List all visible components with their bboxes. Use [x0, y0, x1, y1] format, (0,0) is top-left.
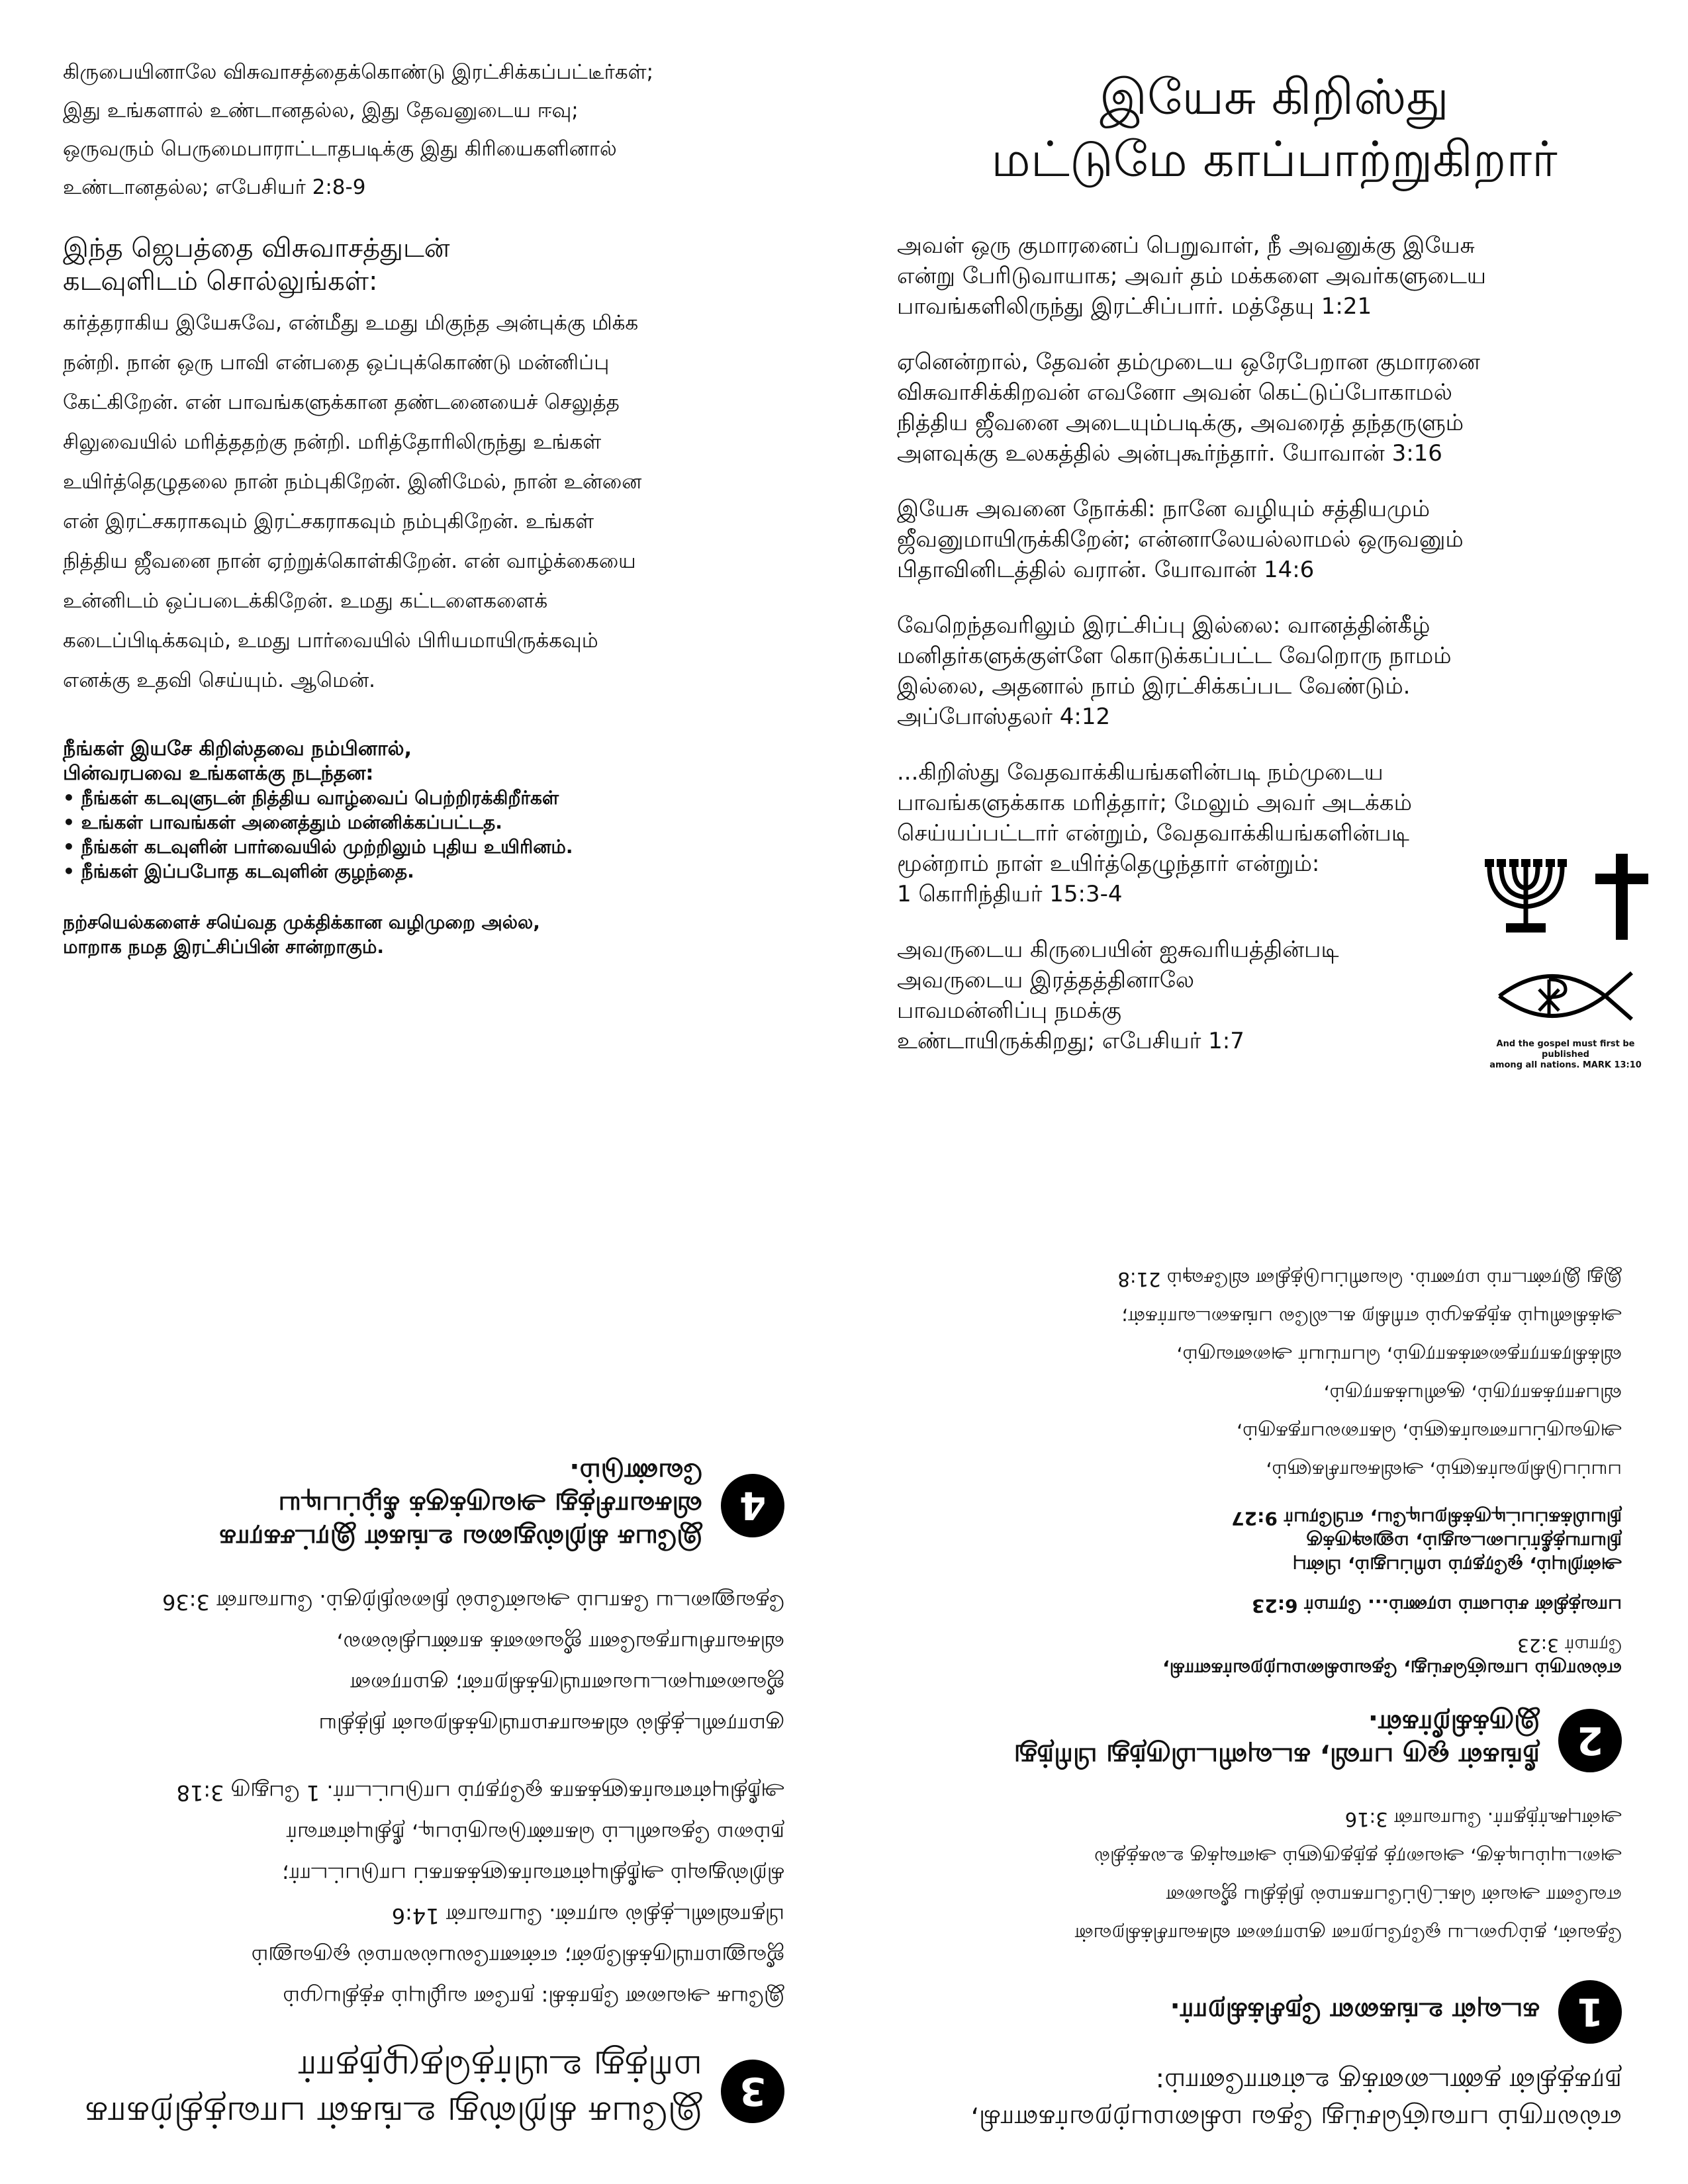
- prayer-line: நித்திய ஜீவனை நான் ஏற்றுக்கொள்கிறேன். என் வாழ்க்கையை: [63, 549, 636, 573]
- panel-rotated-content: [844, 1092, 1688, 2184]
- verse-line: அவள் ஒரு குமாரனைப் பெறுவாள், நீ அவனுக்கு இயேசு: [897, 232, 1475, 259]
- prayer-text: [63, 303, 804, 700]
- verse-line: மூன்றாம் நாள் உயிர்த்தெழுந்தார் என்றும்:: [897, 850, 1320, 877]
- prayer-line: எனக்கு உதவி செய்யும். ஆமென்.: [63, 668, 376, 692]
- verse-line: என்று பேரிடுவாயாக; அவர் தம் மக்களை அவர்களுடைய: [897, 263, 1487, 289]
- step-3-body: [53, 1772, 784, 2019]
- step-number-badge: 4: [721, 1474, 784, 1537]
- step-4-heading: [53, 1456, 784, 1555]
- verse-line: விசுவாசிக்கிறவன் எவனோ அவன் கெட்டுப்போகாமல்: [897, 379, 1452, 406]
- prayer-intro-line: கடவுளிடம் சொல்லுங்கள்:: [63, 266, 378, 296]
- verse-line: பாவங்களுக்காக மரித்தார்; மேலும் அவர் அடக்கம்: [897, 790, 1413, 816]
- believe-heading: [63, 737, 804, 786]
- body-line: அக்கினியும் கந்தகமும் எரிகிற கடலிலே பங்கடைவார்கள்;: [1121, 1306, 1622, 1329]
- body-line: நியமிக்கப்பட்டிருக்கிறபடியே, எபிரேயர் 9:27: [1231, 1508, 1622, 1529]
- step-number-badge: 2: [1558, 1709, 1622, 1772]
- step-title: [219, 1456, 702, 1555]
- list-item: • நீங்கள் கடவுளுடன் நித்திய வாழ்வைப் பெற்றிரக்கிறீர்கள்: [63, 786, 804, 810]
- ichthys-fish-icon: [1493, 963, 1638, 1029]
- verse-block: [897, 494, 1652, 585]
- tagline-line: among all nations. MARK 13:10: [1489, 1060, 1642, 1070]
- prayer-line: கேட்கிறேன். என் பாவங்களுக்கான தண்டனையைச் செலுத்த: [63, 390, 620, 414]
- verse-line: அவருடைய கிருபையின் ஐசுவரியத்தின்படி: [897, 936, 1339, 963]
- panel-rotated-content: [0, 1092, 844, 2184]
- verse-line: நித்திய ஜீவனை அடையும்படிக்கு, அவரைத் தந்தருளும்: [897, 410, 1464, 436]
- body-line: அன்றியும், ஒரேதரம் மரிப்பதும், பின்பு: [1292, 1555, 1622, 1577]
- verse-line: பாவங்களிலிருந்து இரட்சிப்பார். மத்தேயு 1:21: [897, 293, 1372, 320]
- body-line: தேவன், தம்முடைய ஒரேபேறான குமாரனை விசுவாசிக்கிறவன்: [1074, 1923, 1622, 1946]
- believe-heading-line: பின்வரபவை உங்களக்கு நடந்தன:: [63, 762, 374, 785]
- step-number-badge: 3: [721, 2060, 784, 2123]
- step-title-line: விசுவாசித்து அவருக்குக் கீழ்ப்படிய: [278, 1490, 702, 1521]
- verse-line: இயேசு அவனை நோக்கி: நானே வழியும் சத்தியமும்: [897, 496, 1430, 522]
- verse-line: அவருடைய இரத்தத்தினாலே: [897, 967, 1195, 993]
- menorah-icon: [1479, 854, 1572, 940]
- panel-cover: [844, 0, 1688, 1092]
- body-line: எவனோ அவன் கெட்டுப்போகாமல் நித்திய ஜீவனை: [1166, 1885, 1622, 1907]
- verse-line: ஜீவனுமாயிருக்கிறேன்; என்னாலேயல்லாமல் ஒருவனும்: [897, 526, 1464, 553]
- title-line: மட்டுமே காப்பாற்றுகிறார்: [991, 131, 1558, 188]
- intro-line: எல்லாரும் பாவஞ்செய்து தேவ மகிமையற்றவர்களாகி,: [970, 2104, 1622, 2134]
- body-line: நம்மை தேவனிடம் கொண்டுவரும்படி, நீதியுள்ளவர்: [286, 1821, 784, 1846]
- verse-line: ஒருவரும் பெருமைபாராட்டாதபடிக்கு இது கிரியைகளினால்: [63, 137, 617, 161]
- verse-line: இது உங்களால் உண்டானதல்ல, இது தேவனுடைய ஈவு;: [63, 99, 579, 122]
- verse-line: கிருபையினாலே விசுவாசத்தைக்கொண்டு இரட்சிக்கப்பட்டீர்கள்;: [63, 60, 654, 84]
- step-title: [85, 2045, 702, 2138]
- verse-line: 1 கொரிந்தியர் 15:3-4: [897, 881, 1123, 907]
- verse-line: உண்டானதல்ல; எபேசியர் 2:8-9: [63, 175, 366, 199]
- body-line: அருவருப்பானவர்களும், கொலைபாதகரும்,: [1236, 1422, 1622, 1444]
- step-title-line: இயேசு கிறிஸ்துவை உங்கள் இரட்சகராக: [219, 1524, 702, 1554]
- hebrews-9-27: [884, 1506, 1622, 1578]
- body-line: பிதாவினிடத்தில் வரான். யோவான் 14:6: [391, 1903, 784, 1929]
- list-item: • நீங்கள் கடவுளின் பார்வையில் முற்றிலும் புதிய உயிரினம்.: [63, 835, 804, 859]
- intro-line: நரகத்தின் தண்டனைக்கு உள்ளானோம்:: [1155, 2067, 1622, 2097]
- verse-line: ...கிறிஸ்து வேதவாக்கியங்களின்படி நம்முடைய: [897, 759, 1383, 786]
- believe-heading-line: நீங்கள் இயசே கிறிஸ்தவை நம்பினால்,: [63, 737, 412, 760]
- mark-13-10-tagline: [1479, 1039, 1652, 1071]
- prayer-line: கர்த்தராகிய இயேசுவே, என்மீது உமது மிகுந்த அன்புக்கு மிக்க: [63, 311, 639, 335]
- tagline-line: And the gospel must first be published: [1496, 1039, 1635, 1060]
- verse-block: [897, 610, 1652, 732]
- step-title-line: இயேசு கிறிஸ்து உங்கள் பாவத்திற்காக: [85, 2094, 702, 2136]
- panel-steps-1-2: [844, 1092, 1688, 2184]
- step-title-line: மரித்து உயிர்த்தெழுந்தார்: [298, 2048, 702, 2089]
- step-1-heading: [884, 1980, 1622, 2044]
- body-line: ஜீவனுமாயிருக்கிறேன்; என்னாலேயல்லாமல் ஒருவனும்: [251, 1944, 784, 1970]
- body-line: கிறிஸ்துவும் அநீதியுள்ளவர்களுக்காகப் பாடுபட்டார்;: [281, 1862, 784, 1888]
- step-3-heading: [53, 2045, 784, 2138]
- prayer-intro-line: இந்த ஜெபத்தை விசுவாசத்துடன்: [63, 233, 450, 263]
- prayer-intro: [63, 232, 804, 298]
- works-note-line: மாறாக நமத இரட்சிப்பின் சான்றாகும்.: [63, 936, 385, 958]
- step-title-line: வேண்டும்.: [569, 1457, 702, 1488]
- prayer-line: சிலுவையில் மரித்ததற்கு நன்றி. மரித்தோரிலிருந்து உங்கள்: [63, 430, 602, 454]
- page-title: [897, 66, 1652, 191]
- verse-line: அளவுக்கு உலகத்தில் அன்புகூர்ந்தார். யோவான் 3:16: [897, 440, 1442, 467]
- revelation-21-8: [884, 1260, 1622, 1490]
- body-line: இயேசு அவனை நோக்கி: நானே வழியும் சத்தியமும்: [283, 1985, 784, 2011]
- body-line: நியாயத்தீர்ப்படைவதும், மனுஷருக்கு: [1306, 1531, 1622, 1553]
- body-line: விக்கிரகாராதனைக்காரரும், பொய்யர் அனைவரும்,: [1176, 1345, 1622, 1367]
- step-title-line: இருக்கிறீர்கள்.: [1368, 1709, 1540, 1739]
- body-line: அன்புகூர்ந்தார். யோவான் 3:16: [1344, 1808, 1622, 1831]
- step-title: கடவுள் உங்களை நேசிக்கிறார்.: [1170, 1997, 1540, 2027]
- verse-line: இல்லை, அதனால் நாம் இரட்சிக்கப்பட வேண்டும்.: [897, 673, 1411, 700]
- verse-line: பாவமன்னிப்பு நமக்கு: [897, 997, 1121, 1024]
- body-line: குமாரனிடத்தில் விசுவாசமாயிருக்கிறவன் நித்திய: [318, 1713, 784, 1738]
- step-2-heading: [884, 1707, 1622, 1774]
- title-line: இயேசு கிறிஸ்து: [1100, 69, 1449, 126]
- body-line: தேவனுடைய கோபம் அவன்மேல் நிலைநிற்கும். யோவான் 3:36: [162, 1590, 784, 1615]
- verse-block: [897, 230, 1652, 322]
- ephesians-verse: [63, 53, 804, 206]
- romans-3-23: [884, 1633, 1622, 1681]
- verse-block: [897, 934, 1413, 1056]
- verse-line: செய்யப்பட்டார் என்றும், வேதவாக்கியங்களின்படி: [897, 820, 1409, 846]
- step-title-line: நீங்கள் ஒரு பாவி, கடவுளிடமிருந்து பிரிந்து: [1013, 1742, 1540, 1772]
- body-line: அநீதியுள்ளவர்களுக்காக ஒரேதரம் பாடுபட்டார். 1 பேதுரு 3:18: [176, 1780, 784, 1805]
- believe-list: [63, 786, 804, 884]
- prayer-line: உன்னிடம் ஒப்படைக்கிறேன். உமது கட்டளைகளைக்: [63, 589, 548, 613]
- prayer-line: நன்றி. நான் ஒரு பாவி என்பதை ஒப்புக்கொண்டு மன்னிப்பு: [63, 351, 610, 375]
- verse-line: பிதாவினிடத்தில் வரான். யோவான் 14:6: [897, 557, 1315, 583]
- prayer-line: உயிர்த்தெழுதலை நான் நம்புகிறேன். இனிமேல், நான் உன்னை: [63, 470, 642, 494]
- verse-block: [897, 347, 1652, 469]
- verse-line: ஏனென்றால், தேவன் தம்முடைய ஒரேபேறான குமாரனை: [897, 349, 1480, 375]
- cross-icon: [1592, 854, 1652, 940]
- prayer-line: கடைப்பிடிக்கவும், உமது பார்வையில் பிரியமாயிருக்கவும்: [63, 629, 598, 653]
- step-number-badge: 1: [1558, 1980, 1622, 2044]
- verse-line: அப்போஸ்தலர் 4:12: [897, 704, 1111, 730]
- body-line: ஜீவனையுடையவனாயிருக்கிறான்; குமாரனை: [350, 1672, 784, 1697]
- verse-line: உண்டாயிருக்கிறது; எபேசியர் 1:7: [897, 1028, 1244, 1054]
- body-line: விபசாரக்காரரும், சூனியக்காரரும்,: [1323, 1383, 1622, 1406]
- prayer-line: என் இரட்சகராகவும் இரட்சகராகவும் நம்புகிறேன். உங்கள்: [63, 510, 594, 533]
- body-line: இது இரண்டாம் மரணம். வெளிப்படுத்தின விசேஷம் 21:8: [1117, 1268, 1622, 1291]
- step-title: [1014, 1707, 1540, 1774]
- panel-prayer: [0, 0, 844, 1092]
- works-note-line: நற்சயெல்களைச் சயெ்வத முக்திக்கான வழிமுறை அல்ல,: [63, 911, 540, 933]
- verse-line: வேறெந்தவரிலும் இரட்சிப்பு இல்லை: வானத்தின்கீழ்: [897, 612, 1430, 639]
- panel-steps-3-4: [0, 1092, 844, 2184]
- intro-text: [884, 2064, 1622, 2138]
- step-4-body: [53, 1582, 784, 1746]
- step-1-body: [884, 1800, 1622, 1954]
- body-line: பயப்படுகிறவர்களும், அவிசுவாசிகளும்,: [1266, 1460, 1622, 1482]
- verse-line: மனிதர்களுக்குள்ளே கொடுக்கப்பட்ட வேறொரு நாமம்: [897, 643, 1452, 669]
- body-line: அடையும்படிக்கு, அவரைத் தந்தருளும் அளவுக்கு உலகத்தில்: [1094, 1846, 1622, 1869]
- romans-6-23: பாவத்தின் சம்பளம் மரணம்... ரோமர் 6:23: [1251, 1595, 1622, 1617]
- verse-block: [897, 757, 1413, 909]
- works-note: [63, 910, 804, 959]
- body-line: ரோமர் 3:23: [1517, 1635, 1622, 1657]
- body-line: விசுவாசியாதவனோ ஜீவனைக் காண்பதில்லை,: [336, 1631, 784, 1656]
- list-item: • நீங்கள் இப்பபோத கடவுளின் குழந்தை.: [63, 859, 804, 884]
- body-line: எல்லாரும் பாவஞ்செய்து, தேவமகிமையற்றவர்களாகி,: [1162, 1659, 1622, 1680]
- list-item: • உங்கள் பாவங்கள் அனைத்தும் மன்னிக்கப்பட்டத.: [63, 810, 804, 835]
